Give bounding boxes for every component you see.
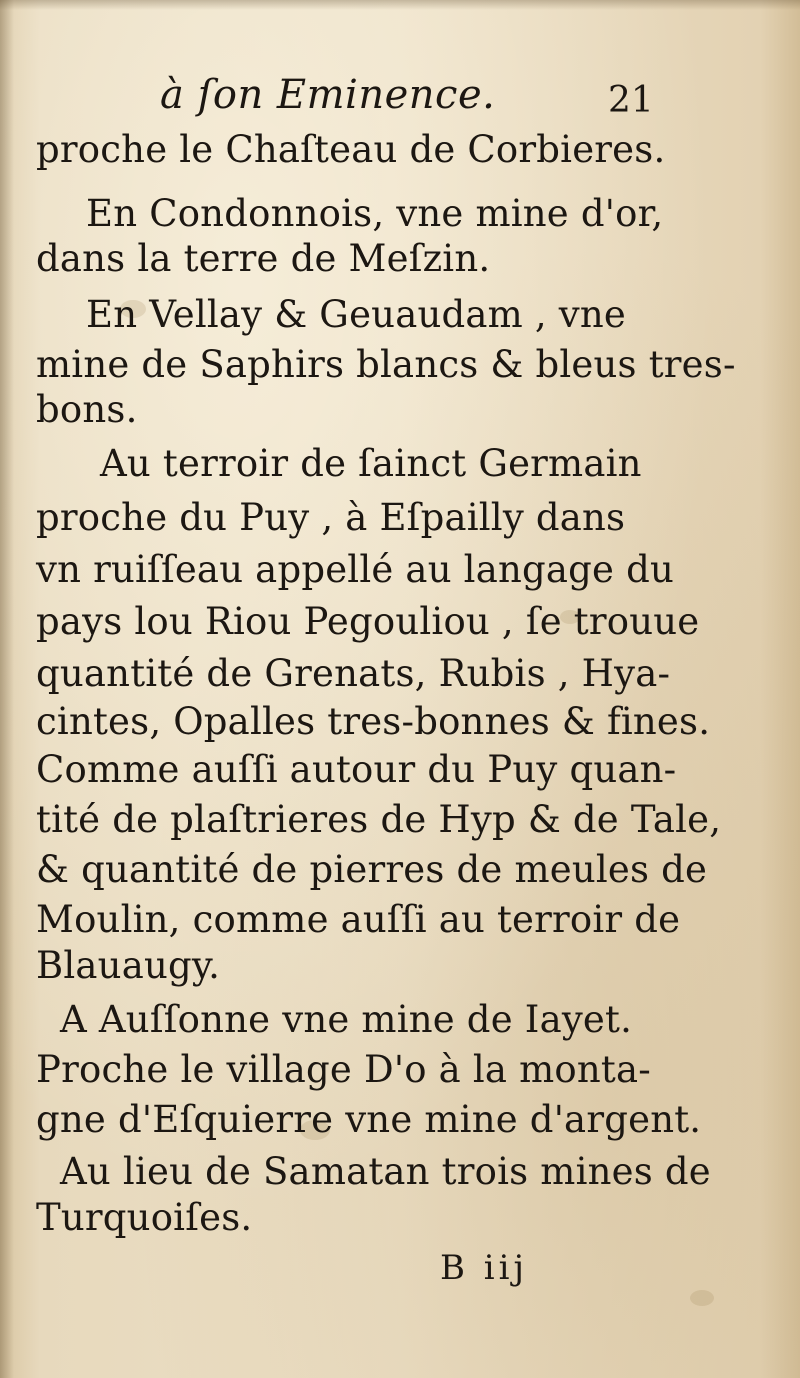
text-line: tité de plaſtrieres de Hyp & de Tale, <box>36 798 722 841</box>
running-head: à ſon Eminence. <box>160 72 496 118</box>
text-line: cintes, Opalles tres-bonnes & fines. <box>36 700 711 743</box>
text-line: mine de Saphirs blancs & bleus tres- <box>36 343 736 386</box>
text-line: En Vellay & Geuaudam , vne <box>86 293 627 336</box>
signature-mark: B iij <box>440 1248 529 1288</box>
text-line: bons. <box>36 388 138 431</box>
text-line: Turquoiſes. <box>36 1196 253 1239</box>
text-line: proche le Chaſteau de Corbieres. <box>36 128 666 171</box>
top-edge-shadow <box>0 0 800 10</box>
text-line: Comme auſſi autour du Puy quan- <box>36 748 677 791</box>
text-line: vn ruiſſeau appellé au langage du <box>36 548 675 591</box>
text-line: Au lieu de Samatan trois mines de <box>60 1150 711 1193</box>
text-line: proche du Puy , à Eſpailly dans <box>36 496 626 539</box>
text-line: & quantité de pierres de meules de <box>36 848 708 891</box>
text-line: Au terroir de ſainct Germain <box>100 442 642 485</box>
text-line: dans la terre de Meſzin. <box>36 237 491 280</box>
text-line: A Auſſonne vne mine de Iayet. <box>60 998 633 1041</box>
text-line: gne d'Eſquierre vne mine d'argent. <box>36 1098 702 1141</box>
spine-shadow <box>0 0 14 1378</box>
text-line: En Condonnois, vne mine d'or, <box>86 192 664 235</box>
text-line: Moulin, comme auſſi au terroir de <box>36 898 681 941</box>
text-line: pays lou Riou Pegouliou , ſe trouue <box>36 600 700 643</box>
foxing-spot <box>690 1290 714 1306</box>
page-number: 21 <box>608 80 654 121</box>
text-line: quantité de Grenats, Rubis , Hya- <box>36 652 671 695</box>
text-line: Proche le village D'o à la monta- <box>36 1048 651 1091</box>
text-line: Blauaugy. <box>36 944 221 987</box>
